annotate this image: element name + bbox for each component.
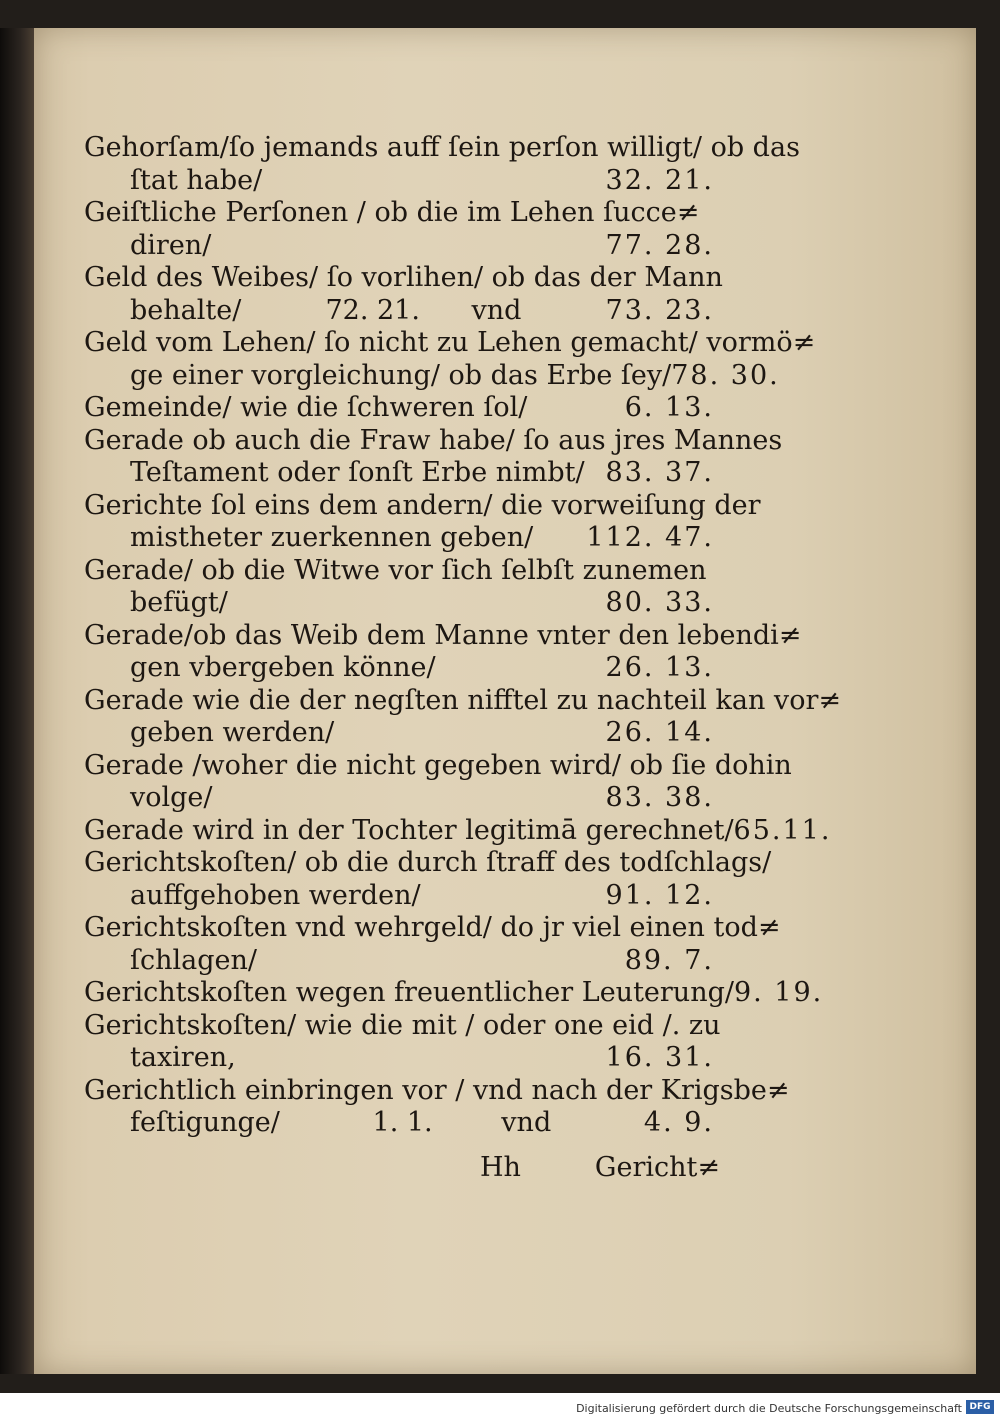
entry-continuation-line [84,1107,724,1140]
entry-page-reference: 91. 12. [605,879,714,911]
entry-page-reference: 32. 21. [605,164,714,196]
index-entry [84,392,724,425]
index-entry [84,424,783,490]
entry-continuation-line [84,717,724,750]
funding-bar [0,1393,1000,1425]
entry-page-reference: 26. 14. [605,717,714,748]
entry-text: behalte/ [130,294,242,326]
entry-text: auffgehoben werden/ [130,879,421,911]
entry-continuation-line [84,945,724,978]
entry-headword-line [84,977,824,1010]
entry-text: Gerichtskoſten vnd wehrgeld/ do jr viel einen tod≠ [84,912,781,943]
entry-text: diren/ [130,229,212,261]
entry-text: taxiren, [130,1042,236,1073]
entry-text: Geld des Weibes/ ſo vorlihen/ ob das der Mann [84,262,723,293]
entry-headword-line [84,392,724,425]
book-spine [0,28,34,1374]
entry-continuation-line [84,880,724,913]
entry-text: Gerichtskoſten/ wie die mit / oder one eid /. zu [84,1009,721,1041]
signature-mark: Hh [480,1152,521,1183]
entry-extra-reference: 72. 21. vnd [325,294,522,326]
entry-text: Geiſtliche Perſonen / ob die im Lehen ſucce≠ [84,197,700,228]
entry-page-reference: 78. 30. [671,359,780,391]
entry-text: geben werden/ [130,717,335,748]
entry-text: Gemeinde/ wie die ſchweren ſol/ [84,392,528,423]
entry-continuation-line [84,165,724,198]
entry-page-reference: 77. 28. [605,229,714,261]
entry-continuation-line [84,652,724,685]
entry-text: befügt/ [130,587,228,618]
index-entry [84,847,772,912]
entry-headword-line [84,1074,790,1108]
entry-headword-line [84,262,724,295]
entry-text: ſchlagen/ [130,944,257,976]
entry-headword-line [84,619,802,653]
entry-page-reference: 65.11. [733,814,832,846]
entry-headword-line [84,489,761,523]
entry-continuation-line [84,1042,724,1075]
entry-page-reference: 9. 19. [733,977,824,1008]
entry-page-reference: 26. 13. [605,652,714,683]
entry-text: mistheter zuerkennen geben/ [130,522,534,553]
entry-page-reference: 83. 37. [605,457,714,488]
index-entry [84,684,841,750]
entry-text: Gerade/ob das Weib dem Manne vnter den lebendi≠ [84,619,802,651]
index-entry [84,197,724,262]
entry-continuation-line [84,782,724,815]
entry-page-reference: 4. 9. [643,1107,714,1138]
entry-headword-line [84,847,772,880]
index-entry [84,619,802,685]
entry-text: Teſtament oder ſonſt Erbe nimbt/ [130,457,585,488]
page-foot [84,1152,724,1183]
index-entry [84,132,800,197]
entry-page-reference: 16. 31. [605,1042,714,1073]
entry-page-reference: 112. 47. [586,522,714,553]
entry-continuation-line [84,587,724,620]
index-entries [84,132,841,1140]
entry-continuation-line [84,522,724,555]
index-entry [84,555,724,620]
entry-page-reference: 80. 33. [605,587,714,618]
index-entry [84,262,724,327]
index-entry [84,489,761,555]
index-entry [84,1074,790,1140]
entry-continuation-line [84,359,780,393]
dfg-logo: DFG [966,1400,994,1414]
entry-text: Gehorſam/ſo jemands auff ſein perſon willigt/ ob das [84,132,800,163]
entry-headword-line [84,1010,724,1043]
entry-headword-line [84,814,832,848]
entry-text: Gerichtskoſten/ ob die durch ſtraff des todſchlags/ [84,847,772,878]
entry-text: volge/ [130,782,213,813]
entry-headword-line [84,197,724,230]
funding-text: Digitalisierung gefördert durch die Deutsche Forschungsgemeinschaft [576,1402,962,1415]
entry-headword-line [84,424,783,458]
entry-text: gen vbergeben könne/ [130,652,436,683]
entry-text: ſtat habe/ [130,164,263,196]
entry-page-reference: 83. 38. [605,782,714,813]
catchword: Gericht≠ [594,1152,720,1183]
entry-headword-line [84,327,816,360]
entry-extra-reference: 1. 1. vnd [372,1107,552,1138]
entry-text: Gerichtskoſten wegen freuentlicher Leuterung/ [84,977,734,1008]
entry-text: Gerichtlich einbringen vor / vnd nach der Krigsbe≠ [84,1074,790,1106]
entry-headword-line [84,912,781,945]
entry-text: Geld vom Lehen/ ſo nicht zu Lehen gemacht/ vormö≠ [84,327,816,358]
index-entry [84,1010,724,1075]
index-entry [84,912,781,977]
entry-text: ge einer vorgleichung/ ob das Erbe ſey/ [130,359,672,391]
entry-text: Gerade wie die der negſten nifftel zu nachteil kan vor≠ [84,684,841,716]
entry-page-reference: 6. 13. [624,392,714,423]
entry-headword-line [84,684,841,718]
entry-text: Gerade /woher die nicht gegeben wird/ ob ſie dohin [84,749,792,781]
entry-headword-line [84,749,792,783]
entry-text: Gerade ob auch die Fraw habe/ ſo aus jres Mannes [84,424,783,456]
entry-text: feſtigunge/ [130,1107,280,1138]
entry-continuation-line [84,295,724,328]
index-entry [84,814,832,848]
entry-text: Gerade/ ob die Witwe vor ſich ſelbſt zunemen [84,554,707,586]
entry-page-reference: 73. 23. [605,294,715,326]
entry-continuation-line [84,457,724,490]
entry-continuation-line [84,230,724,263]
entry-text: Gerade wird in der Tochter legitimā gerechnet/ [84,814,734,846]
entry-page-reference: 89. 7. [624,944,714,976]
entry-headword-line [84,555,724,588]
entry-headword-line [84,132,800,165]
index-entry [84,977,824,1010]
index-entry [84,327,816,392]
entry-text: Gerichte ſol eins dem andern/ die vorweiſung der [84,489,761,521]
index-entry [84,749,792,815]
